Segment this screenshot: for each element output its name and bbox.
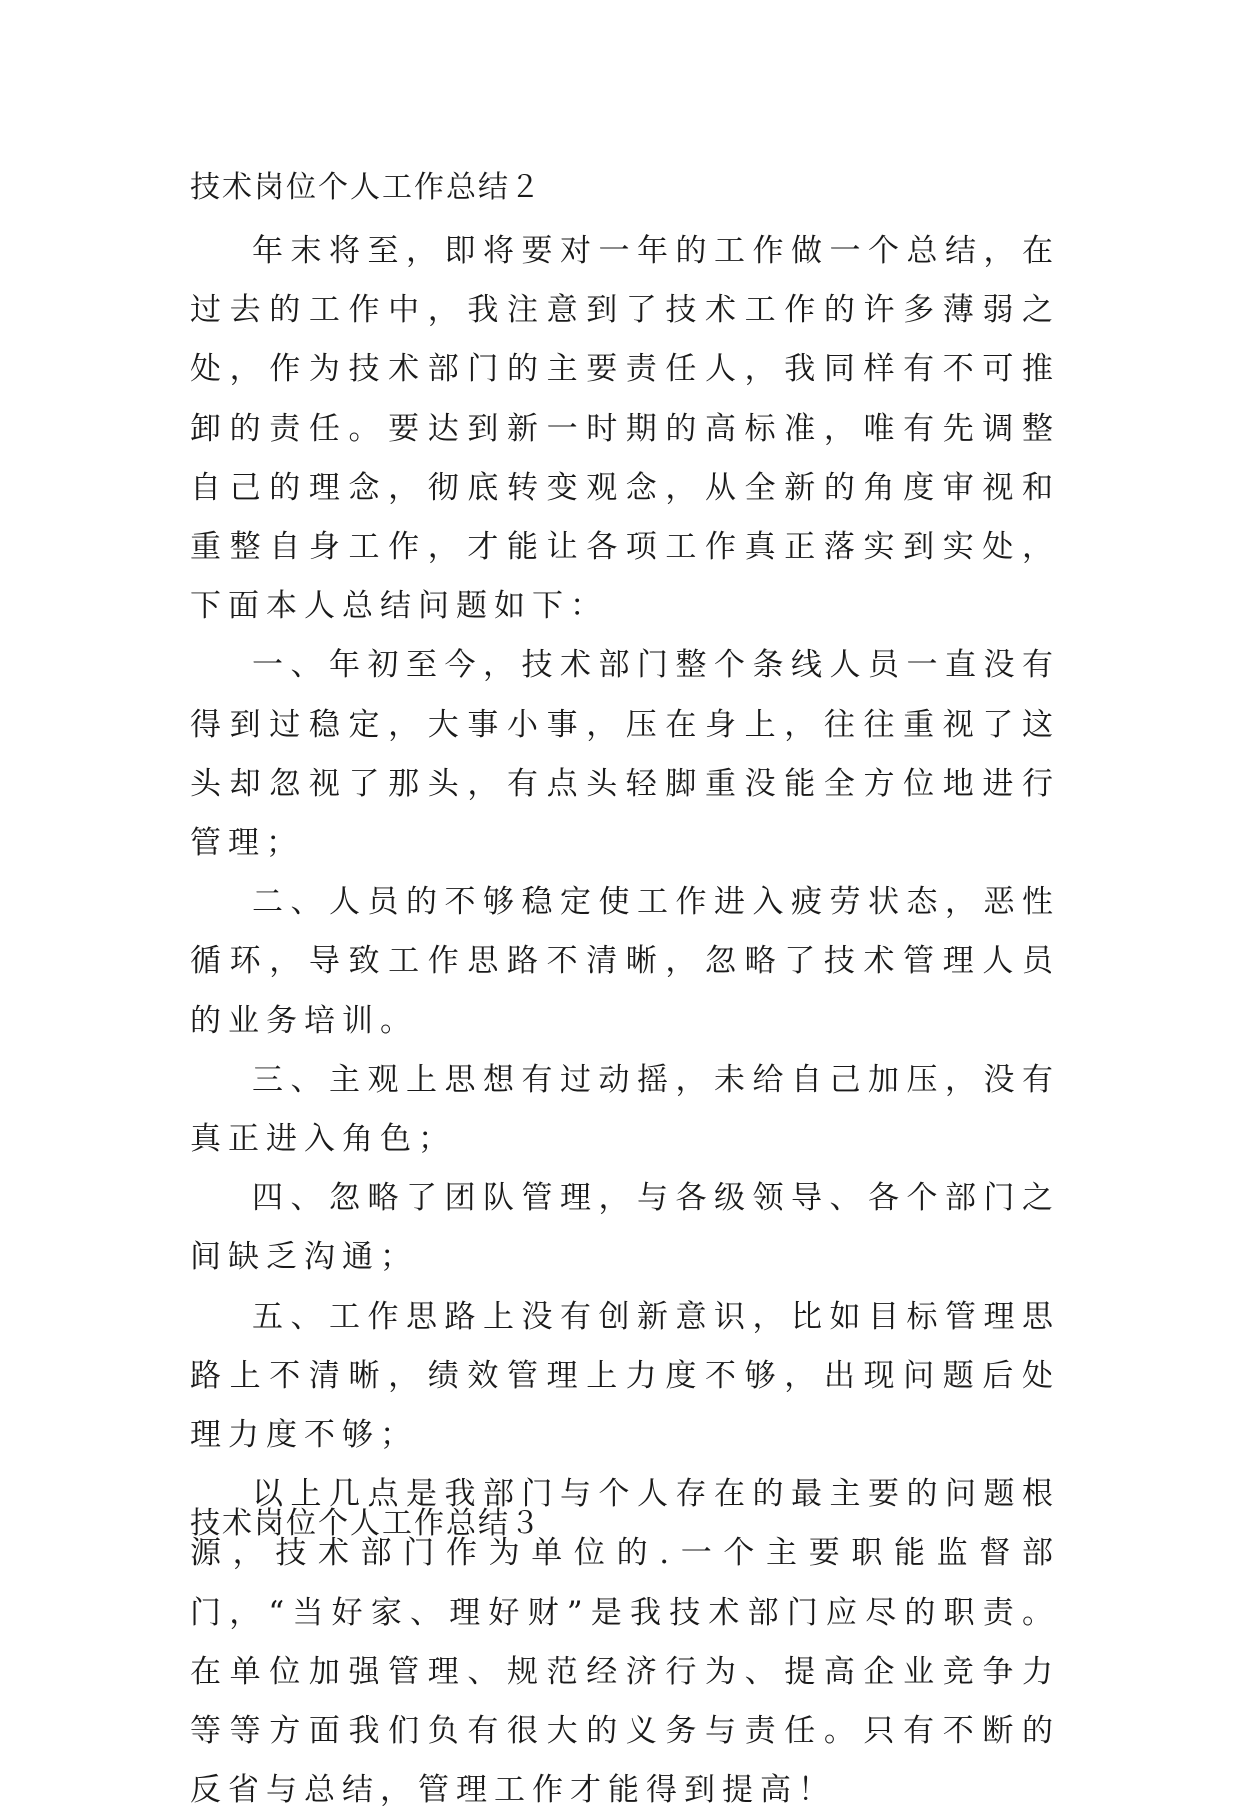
paragraph-item-4: 四、忽略了团队管理，与各级领导、各个部门之间缺乏沟通； bbox=[190, 1180, 1060, 1276]
paragraph-item-5: 五、工作思路上没有创新意识，比如目标管理思路上不清晰，绩效管理上力度不够，出现问题后处理力度不够； bbox=[190, 1298, 1060, 1454]
paragraph-conclusion: 以上几点是我部门与个人存在的最主要的问题根源，技术部门作为单位的.一个主要职能监督部门，“当好家、理好财”是我技术部门应尽的职责。在单位加强管理、规范经济行为、提高企业竞争力等等方面我们负有很大的义务与责任。只有不断的反省与总结，管理工作才能得到提高！ bbox=[190, 1476, 1060, 1809]
document-body bbox=[190, 222, 1060, 1820]
paragraph-item-2: 二、人员的不够稳定使工作进入疲劳状态，恶性循环，导致工作思路不清晰，忽略了技术管理人员的业务培训。 bbox=[190, 884, 1060, 1039]
paragraph-item-1: 一、年初至今，技术部门整个条线人员一直没有得到过稳定，大事小事，压在身上，往往重视了这头却忽视了那头，有点头轻脚重没能全方位地进行管理； bbox=[190, 647, 1060, 862]
section-heading-2: 技术岗位个人工作总结２ bbox=[190, 170, 542, 205]
paragraph-item-3: 三、主观上思想有过动摇，未给自己加压，没有真正进入角色； bbox=[190, 1061, 1060, 1158]
paragraph-intro: 年末将至，即将要对一年的工作做一个总结，在过去的工作中，我注意到了技术工作的许多薄弱之处，作为技术部门的主要责任人，我同样有不可推卸的责任。要达到新一时期的高标准，唯有先调整自己的理念，彻底转变观念，从全新的角度审视和重整自身工作，才能让各项工作真正落实到实处，下面本人总结问题如下： bbox=[190, 233, 1060, 625]
section-heading-3: 技术岗位个人工作总结３ bbox=[190, 1506, 542, 1541]
